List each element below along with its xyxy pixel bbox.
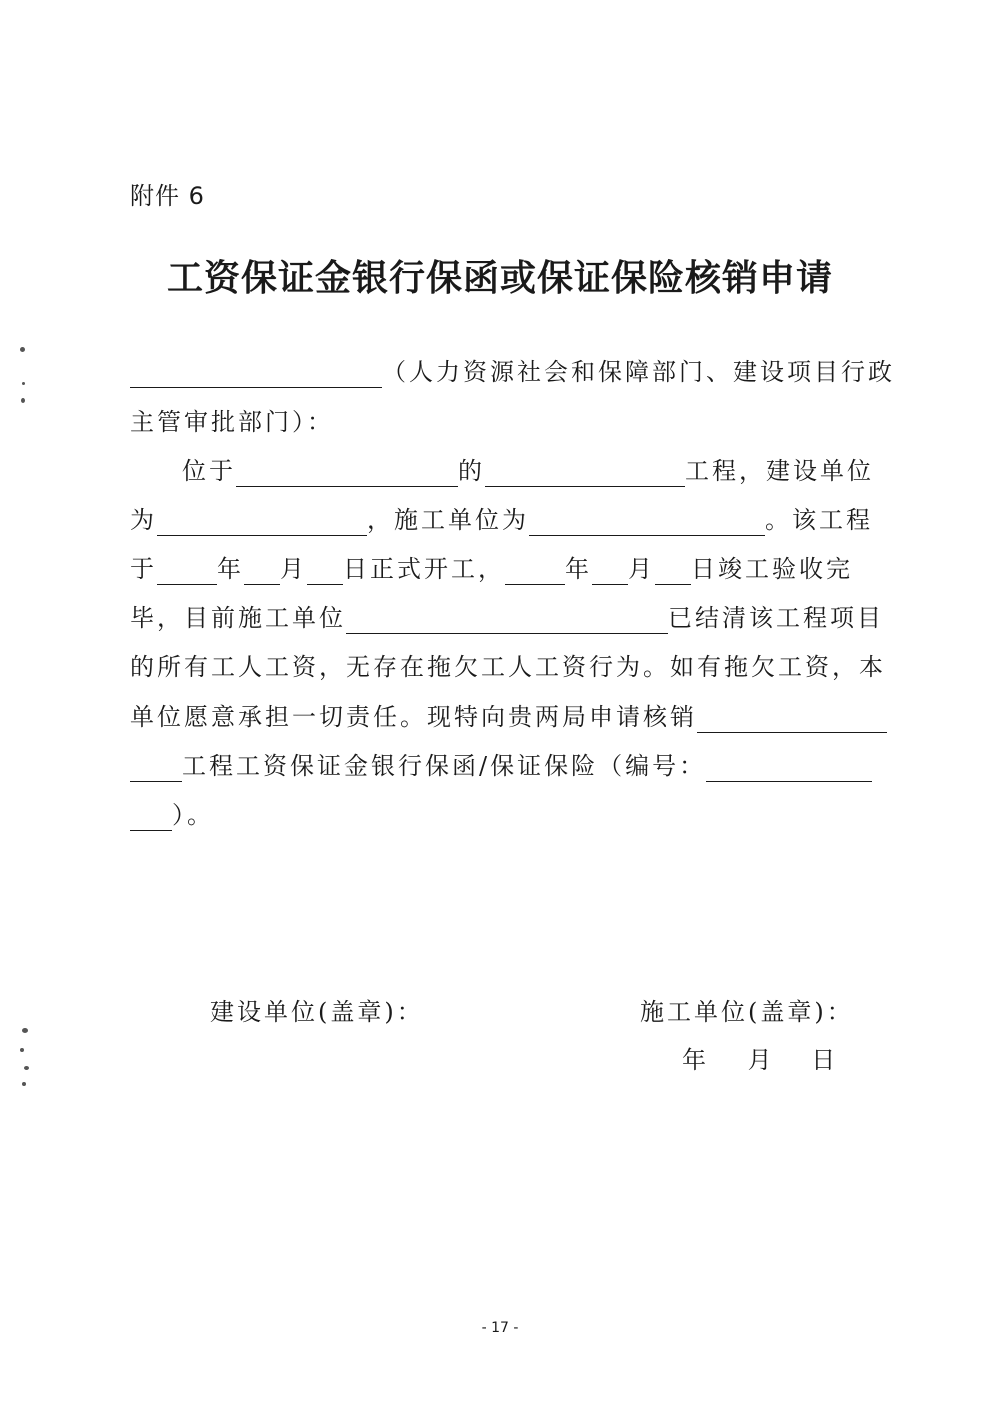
project-name-blank-2-cont[interactable]: [130, 751, 182, 782]
scan-speck: [21, 398, 25, 403]
text-settled: 已结清该工程项目: [668, 604, 884, 632]
location-blank[interactable]: [236, 456, 458, 487]
number-blank[interactable]: [706, 751, 872, 782]
contractor-blank[interactable]: [529, 505, 765, 536]
recipient-description-cont: 主管审批部门）：: [130, 408, 334, 436]
text-contractor-currently: 毕，目前施工单位: [130, 604, 346, 632]
scan-speck: [22, 382, 25, 385]
date-day: 日: [811, 1046, 836, 1074]
contractor-name-blank[interactable]: [346, 603, 668, 634]
body-line-9: [130, 746, 872, 786]
body-line-4: [130, 500, 873, 540]
recipient-description: （人力资源社会和保障部门、建设项目行政: [382, 358, 895, 386]
text-contractor-is: ，施工单位为: [367, 506, 529, 534]
page-number: - 17 -: [481, 1320, 519, 1336]
text-end-year: 年: [565, 555, 592, 583]
number-blank-cont[interactable]: [130, 800, 172, 831]
text-start-month: 月: [280, 555, 307, 583]
construction-unit-seal: 建设单位(盖章)：: [210, 998, 424, 1026]
text-guarantee-number: 工程工资保证金银行保函/保证保险（编号：: [182, 752, 707, 780]
body-line-5: [130, 549, 853, 589]
recipient-blank[interactable]: [130, 357, 382, 388]
body-line-7: [130, 647, 886, 687]
project-name-blank-2[interactable]: [697, 702, 887, 733]
end-month-blank[interactable]: [592, 554, 628, 585]
body-line-6: [130, 598, 884, 638]
body-line-1: [130, 352, 895, 392]
body-line-3: [182, 451, 874, 491]
signature-date: [682, 1040, 835, 1075]
text-is: 为: [130, 506, 157, 534]
date-month: 月: [747, 1046, 772, 1074]
text-project-builder: 工程，建设单位: [685, 457, 874, 485]
text-located-at: 位于: [182, 457, 236, 485]
text-closing: ）。: [172, 801, 214, 829]
text-end-month: 月: [628, 555, 655, 583]
text-responsibility: 单位愿意承担一切责任。现特向贵两局申请核销: [130, 703, 697, 731]
text-start-day: 日正式开工，: [343, 555, 505, 583]
text-wages-statement: 的所有工人工资，无存在拖欠工人工资行为。如有拖欠工资，本: [130, 653, 886, 681]
page-title: 工资保证金银行保函或保证保险核销申请: [166, 257, 833, 299]
text-start-year: 年: [217, 555, 244, 583]
scan-speck: [20, 1048, 24, 1052]
project-name-blank[interactable]: [485, 456, 685, 487]
attachment-label: 附件 6: [130, 182, 205, 210]
end-year-blank[interactable]: [505, 554, 565, 585]
body-line-8: [130, 697, 887, 737]
scan-speck: [20, 347, 25, 352]
builder-blank[interactable]: [157, 505, 367, 536]
start-year-blank[interactable]: [157, 554, 217, 585]
text-of: 的: [458, 457, 485, 485]
text-this-project: 。该工程: [765, 506, 873, 534]
body-line-2: [130, 402, 334, 442]
scan-speck: [24, 1066, 29, 1070]
text-end-day: 日竣工验收完: [691, 555, 853, 583]
date-year: 年: [682, 1046, 706, 1074]
contractor-unit-seal: 施工单位(盖章)：: [640, 998, 854, 1026]
scan-speck: [22, 1082, 26, 1086]
start-month-blank[interactable]: [244, 554, 280, 585]
start-day-blank[interactable]: [307, 554, 343, 585]
text-on: 于: [130, 555, 157, 583]
scan-speck: [22, 1028, 28, 1033]
end-day-blank[interactable]: [655, 554, 691, 585]
body-line-10: [130, 795, 214, 835]
